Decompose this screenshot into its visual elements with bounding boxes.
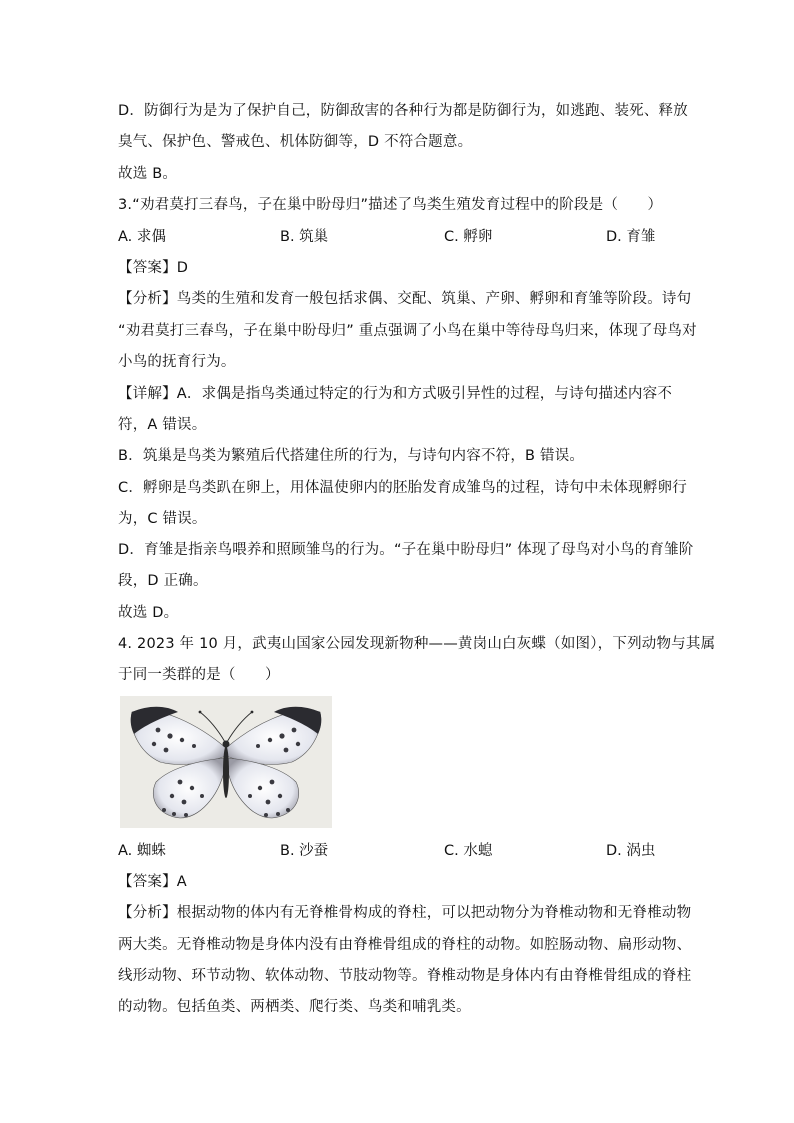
analysis-line: 线形动物、环节动物、软体动物、节肢动物等。脊椎动物是身体内有由脊椎骨组成的脊柱 [118,968,692,984]
analysis-line: 【分析】鸟类的生殖和发育一般包括求偶、交配、筑巢、产卵、孵卵和育雏等阶段。诗句 [118,291,692,307]
q4-option-a: A. 蜘蛛 [118,843,166,859]
q3-option-c: C. 孵卵 [444,229,493,245]
analysis-line: 【分析】根据动物的体内有无脊椎骨构成的脊柱，可以把动物分为脊椎动物和无脊椎动物 [118,905,692,921]
analysis-line: 两大类。无脊椎动物是身体内没有由脊椎骨组成的脊柱的动物。如腔肠动物、扁形动物、 [118,937,692,953]
question-3-stem: 3.“劝君莫打三春鸟，子在巢中盼母归”描述了鸟类生殖发育过程中的阶段是（ ） [118,197,663,213]
question-3-options [118,227,678,247]
analysis-line: 小鸟的抚育行为。 [118,354,236,370]
detail-line: 为，C 错误。 [118,511,207,527]
text-line: 臭气、保护色、警戒色、机体防御等，D 不符合题意。 [118,134,473,150]
text-line: D．防御行为是为了保护自己，防御敌害的各种行为都是防御行为，如逃跑、装死、释放 [118,103,688,119]
question-4-stem: 4. 2023 年 10 月，武夷山国家公园发现新物种——黄岗山白灰蝶（如图），下列动物与其属 [118,636,716,652]
question-4-options [118,841,678,861]
q4-option-b: B. 沙蚕 [280,843,329,859]
answer-label: 【答案】D [118,260,189,276]
q3-option-d: D. 育雏 [606,229,656,245]
detail-line: 符，A 错误。 [118,417,207,433]
analysis-line: “劝君莫打三春鸟，子在巢中盼母归” 重点强调了小鸟在巢中等待母鸟归来，体现了母鸟对 [118,323,697,339]
detail-line: C．孵卵是鸟类趴在卵上，用体温使卵内的胚胎发育成雏鸟的过程，诗句中未体现孵卵行 [118,480,687,496]
question-4-stem: 于同一类群的是（ ） [118,667,280,683]
answer-label: 【答案】A [118,874,187,890]
detail-line: D．育雏是指亲鸟喂养和照顾雏鸟的行为。“子在巢中盼母归” 体现了母鸟对小鸟的育雏阶 [118,542,694,558]
q4-option-c: C. 水螅 [444,843,493,859]
text-line: 故选 D。 [118,605,179,621]
butterfly-image [120,696,332,828]
text-line: 故选 B。 [118,166,178,182]
detail-line: 【详解】A．求偶是指鸟类通过特定的行为和方式吸引异性的过程，与诗句描述内容不 [118,386,673,402]
butterfly-figure [120,696,332,828]
detail-line: 段，D 正确。 [118,573,208,589]
q3-option-a: A. 求偶 [118,229,166,245]
analysis-line: 的动物。包括鱼类、两栖类、爬行类、鸟类和哺乳类。 [118,999,471,1015]
q3-option-b: B. 筑巢 [280,229,329,245]
q4-option-d: D. 涡虫 [606,843,656,859]
detail-line: B．筑巢是鸟类为繁殖后代搭建住所的行为，与诗句内容不符，B 错误。 [118,448,585,464]
